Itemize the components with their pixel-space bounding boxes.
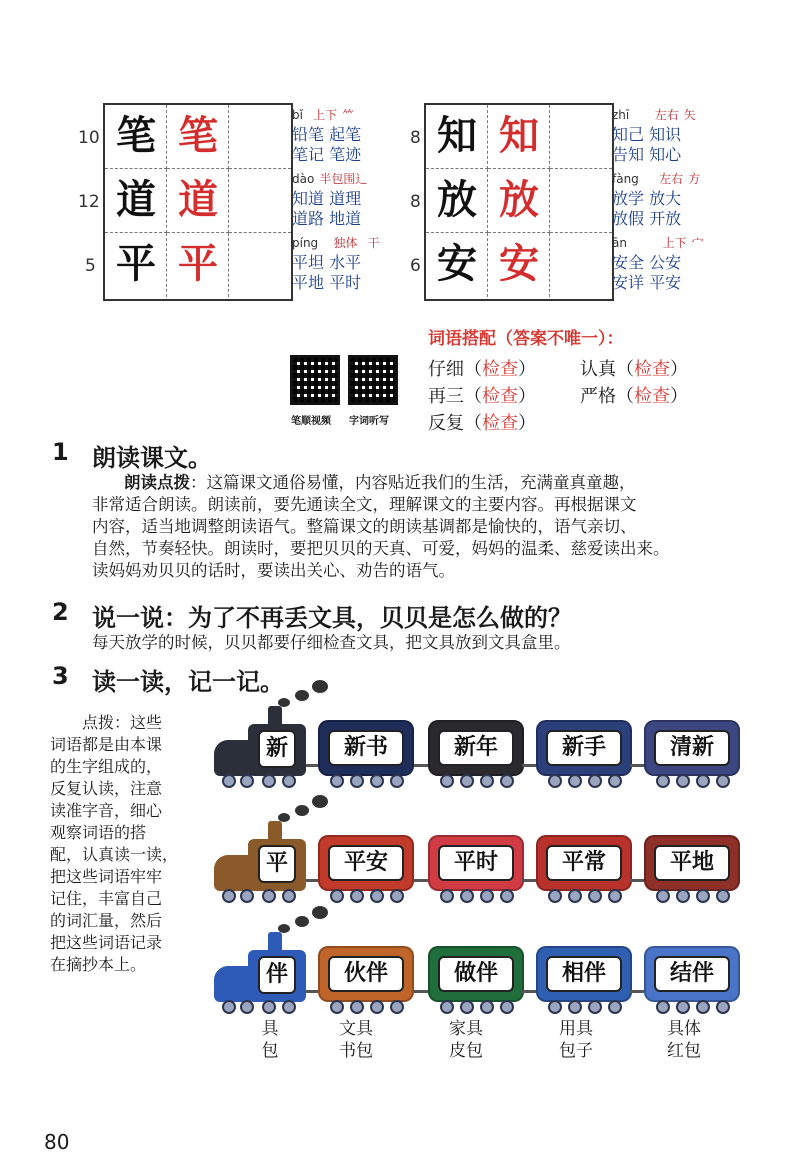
- word-line: 安全 公安: [612, 253, 682, 272]
- related-word: 包子: [559, 1041, 593, 1061]
- wheel-icon: [370, 774, 384, 788]
- wheel-icon: [696, 774, 710, 788]
- qr-caption: 笔顺视频: [291, 416, 331, 427]
- character: 平: [116, 240, 156, 287]
- character: 道: [116, 176, 156, 223]
- char-info: [292, 168, 402, 229]
- car-word: 相伴: [546, 956, 622, 992]
- word-line: 铅笔 起笔: [292, 125, 362, 144]
- car-word: 平安: [328, 845, 404, 881]
- stroke-count: 5: [85, 256, 96, 276]
- wheel-icon: [656, 1000, 670, 1014]
- car-coupler: [414, 764, 428, 767]
- structure: 上下: [313, 108, 338, 122]
- wheel-icon: [716, 1000, 730, 1014]
- character-trace: 笔: [178, 112, 218, 159]
- wheel-icon: [282, 1000, 296, 1014]
- character-trace: 平: [178, 240, 218, 287]
- wheel-icon: [500, 774, 514, 788]
- smoke-puff-icon: [312, 906, 328, 919]
- car-coupler: [414, 990, 428, 993]
- locomotive-body: [214, 966, 254, 1002]
- matching-title: 词语搭配（答案不唯一）：: [428, 329, 624, 349]
- character-trace: 安: [499, 240, 539, 287]
- stroke-count: 10: [78, 128, 100, 148]
- section-title: 朗读课文。: [92, 444, 212, 472]
- char-info: [612, 104, 732, 165]
- related-words: [436, 1018, 496, 1062]
- char-info: [612, 168, 732, 229]
- radical: 矢: [683, 108, 696, 122]
- car-coupler: [522, 764, 536, 767]
- matching-item: 再三（检查）: [428, 386, 536, 407]
- word-line: 放假 开放: [612, 209, 682, 228]
- car-word: 平时: [438, 845, 514, 881]
- word-line: 平坦 水平: [292, 253, 362, 272]
- section-title: 读一读，记一记。: [92, 668, 284, 696]
- wheel-icon: [716, 889, 730, 903]
- section-answer: 每天放学的时候，贝贝都要仔细检查文具，把文具放到文具盒里。: [92, 633, 571, 652]
- wheel-icon: [222, 1000, 236, 1014]
- locomotive-chimney: [268, 932, 282, 952]
- wheel-icon: [480, 1000, 494, 1014]
- radical: 方: [688, 172, 701, 186]
- wheel-icon: [588, 774, 602, 788]
- related-word: 红包: [667, 1041, 701, 1061]
- stroke-count: 12: [78, 192, 100, 212]
- section-number: 3: [52, 662, 69, 690]
- car-word: 新手: [546, 730, 622, 766]
- qr-caption: 字词听写: [349, 416, 389, 427]
- matching-item: 认真（检查）: [580, 359, 688, 380]
- wheel-icon: [696, 889, 710, 903]
- qr-code-stroke-video[interactable]: [290, 355, 340, 405]
- related-word: 用具: [559, 1019, 593, 1039]
- car-coupler: [630, 879, 644, 882]
- wheel-icon: [656, 889, 670, 903]
- locomotive-chimney: [268, 706, 282, 726]
- wheel-icon: [676, 774, 690, 788]
- wheel-icon: [262, 774, 276, 788]
- car-word: 伙伴: [328, 956, 404, 992]
- wheel-icon: [548, 774, 562, 788]
- character: 知: [437, 112, 477, 159]
- wheel-icon: [568, 1000, 582, 1014]
- wheel-icon: [350, 1000, 364, 1014]
- wheel-icon: [588, 1000, 602, 1014]
- car-word: 新书: [328, 730, 404, 766]
- related-word: 具体: [667, 1019, 701, 1039]
- car-coupler: [414, 879, 428, 882]
- engine-character: 新: [258, 730, 296, 768]
- character-trace: 放: [499, 176, 539, 223]
- reading-tip: 朗读点拨：这篇课文通俗易懂，内容贴近我们的生活，充满童真童趣， 非常适合朗读。朗读前，要先通读全文，理解课文的主要内容。再根据课文 内容，适当地调整朗读语气。整篇课文的朗读基调都是愉快的，语气亲切、 自然，节奏轻快。朗读时，要把贝贝的天真、可爱，妈妈的温柔、慈爱读出来。 读妈妈劝贝贝的话时，要读出关心、劝告的语气。: [92, 473, 670, 580]
- wheel-icon: [548, 1000, 562, 1014]
- matching-item: 仔细（检查）: [428, 359, 536, 380]
- car-coupler: [306, 879, 318, 882]
- char-info: [292, 104, 402, 165]
- structure: 左右: [654, 108, 679, 122]
- car-coupler: [306, 764, 318, 767]
- locomotive-body: [214, 740, 254, 776]
- wheel-icon: [370, 1000, 384, 1014]
- word-line: 放学 放大: [612, 189, 682, 208]
- wheel-icon: [440, 889, 454, 903]
- car-word: 结伴: [654, 956, 730, 992]
- engine-character: 伴: [258, 956, 296, 994]
- pinyin: ān: [612, 236, 627, 250]
- car-coupler: [630, 764, 644, 767]
- related-word: 具: [261, 1019, 279, 1039]
- pinyin: zhī: [612, 108, 630, 122]
- related-word: 书包: [339, 1041, 373, 1061]
- wheel-icon: [240, 774, 254, 788]
- wheel-icon: [350, 889, 364, 903]
- wheel-icon: [500, 1000, 514, 1014]
- wheel-icon: [588, 889, 602, 903]
- related-word: 皮包: [449, 1041, 483, 1061]
- wheel-icon: [676, 1000, 690, 1014]
- matching-item: 严格（检查）: [580, 386, 688, 407]
- char-info: [292, 232, 402, 293]
- wheel-icon: [240, 1000, 254, 1014]
- matching-item: 反复（检查）: [428, 413, 536, 434]
- stroke-count: 8: [410, 192, 421, 212]
- car-word: 做伴: [438, 956, 514, 992]
- wheel-icon: [608, 1000, 622, 1014]
- character: 笔: [116, 112, 156, 159]
- wheel-icon: [568, 774, 582, 788]
- wheel-icon: [608, 889, 622, 903]
- pinyin: fàng: [612, 172, 639, 186]
- stroke-count: 6: [410, 256, 421, 276]
- word-line: 知道 道理: [292, 189, 362, 208]
- related-word: 文具: [339, 1019, 373, 1039]
- structure: 独体: [333, 236, 358, 250]
- car-word: 清新: [654, 730, 730, 766]
- tip-label: 朗读点拨: [124, 473, 190, 492]
- wheel-icon: [480, 889, 494, 903]
- character: 安: [437, 240, 477, 287]
- wheel-icon: [222, 774, 236, 788]
- section-title: 说一说：为了不再丢文具，贝贝是怎么做的？: [92, 604, 572, 632]
- related-words: [654, 1018, 714, 1062]
- radical: 干: [367, 236, 380, 250]
- wheel-icon: [500, 889, 514, 903]
- smoke-puff-icon: [295, 805, 309, 816]
- smoke-puff-icon: [312, 795, 328, 808]
- related-words: [546, 1018, 606, 1062]
- page-number: 80: [44, 1130, 70, 1154]
- stroke-count: 8: [410, 128, 421, 148]
- word-line: 笔记 笔迹: [292, 145, 362, 164]
- character-trace: 知: [499, 112, 539, 159]
- word-line: 道路 地道: [292, 209, 362, 228]
- word-line: 平地 平时: [292, 273, 362, 292]
- section-number: 2: [52, 598, 69, 626]
- wheel-icon: [440, 1000, 454, 1014]
- wheel-icon: [460, 774, 474, 788]
- radical: 宀: [691, 236, 704, 250]
- wheel-icon: [370, 889, 384, 903]
- side-tip: 点拨：这些 词语都是由本课 的生字组成的， 反复认读，注意 读准字音，细心 观察词语的搭 配，认真读一读， 把这些词语牢牢 记住，丰富自己 的词汇量，然后 把这些词语记录 在摘抄本上。: [50, 713, 179, 974]
- car-word: 平地: [654, 845, 730, 881]
- wheel-icon: [440, 774, 454, 788]
- wheel-icon: [696, 1000, 710, 1014]
- word-line: 知己 知识: [612, 125, 682, 144]
- wheel-icon: [390, 889, 404, 903]
- structure: 上下: [662, 236, 687, 250]
- car-coupler: [522, 990, 536, 993]
- section-number: 1: [52, 438, 69, 466]
- related-word: 包: [261, 1041, 279, 1061]
- radical: 辶: [355, 172, 368, 186]
- related-words: [240, 1018, 300, 1062]
- engine-character: 平: [258, 845, 296, 883]
- smoke-puff-icon: [295, 690, 309, 701]
- related-word: 家具: [449, 1019, 483, 1039]
- word-line: 告知 知心: [612, 145, 682, 164]
- locomotive-chimney: [268, 821, 282, 841]
- car-word: 平常: [546, 845, 622, 881]
- wheel-icon: [716, 774, 730, 788]
- pinyin: bǐ: [292, 108, 303, 122]
- pinyin: píng: [292, 236, 319, 250]
- wheel-icon: [460, 1000, 474, 1014]
- smoke-puff-icon: [295, 916, 309, 927]
- wheel-icon: [330, 889, 344, 903]
- wheel-icon: [480, 774, 494, 788]
- wheel-icon: [330, 1000, 344, 1014]
- wheel-icon: [608, 774, 622, 788]
- structure: 左右: [659, 172, 684, 186]
- wheel-icon: [240, 889, 254, 903]
- wheel-icon: [282, 889, 296, 903]
- wheel-icon: [390, 1000, 404, 1014]
- car-word: 新年: [438, 730, 514, 766]
- qr-code-dictation[interactable]: [348, 355, 398, 405]
- character: 放: [437, 176, 477, 223]
- wheel-icon: [282, 774, 296, 788]
- word-line: 安详 平安: [612, 273, 682, 292]
- car-coupler: [306, 990, 318, 993]
- wheel-icon: [656, 774, 670, 788]
- related-words: [326, 1018, 386, 1062]
- car-coupler: [522, 879, 536, 882]
- car-coupler: [630, 990, 644, 993]
- char-info: [612, 232, 732, 293]
- radical: ⺮: [342, 108, 355, 122]
- locomotive-body: [214, 855, 254, 891]
- wheel-icon: [676, 889, 690, 903]
- wheel-icon: [460, 889, 474, 903]
- wheel-icon: [548, 889, 562, 903]
- wheel-icon: [568, 889, 582, 903]
- wheel-icon: [222, 889, 236, 903]
- pinyin: dào: [292, 172, 315, 186]
- structure: 半包围: [319, 172, 356, 186]
- smoke-puff-icon: [312, 680, 328, 693]
- character-trace: 道: [178, 176, 218, 223]
- wheel-icon: [262, 889, 276, 903]
- wheel-icon: [350, 774, 364, 788]
- wheel-icon: [330, 774, 344, 788]
- wheel-icon: [390, 774, 404, 788]
- wheel-icon: [262, 1000, 276, 1014]
